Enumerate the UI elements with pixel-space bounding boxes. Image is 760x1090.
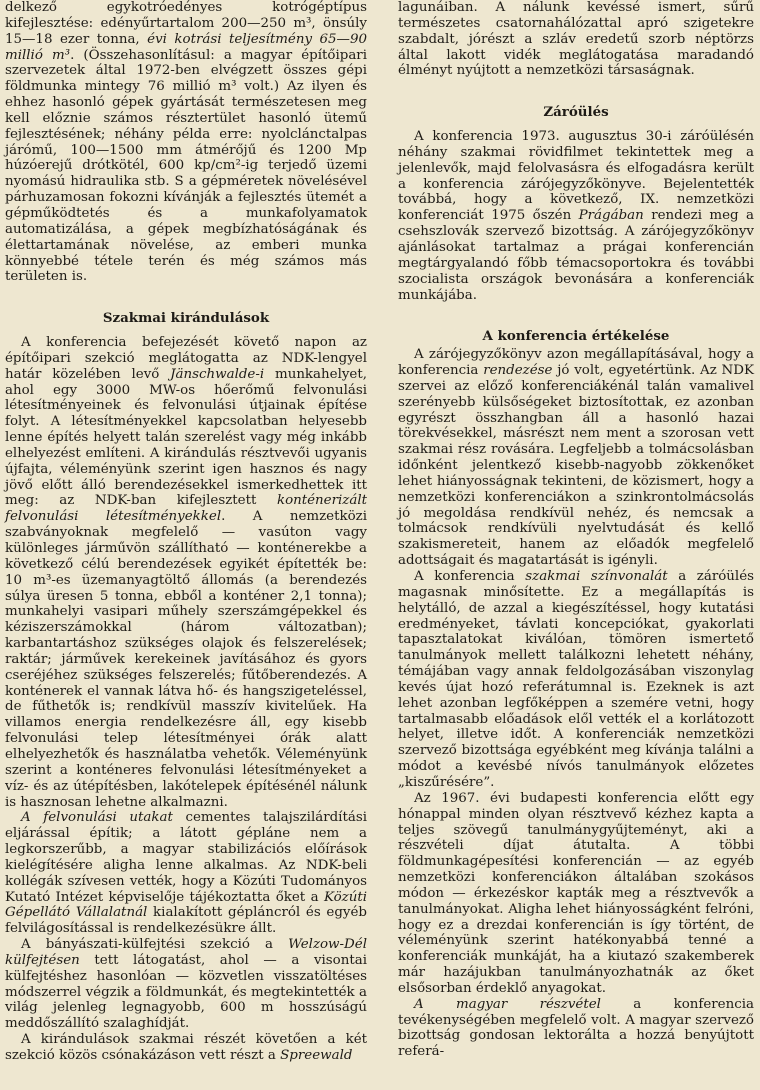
paragraph: A felvonulási utakat cementes talajszilárdítási eljárással építik; a látott gépláne nem a legkorszerűbb, a magyar stabilizációs előírások kielégítésére aligha lenne alkalmas. Az NDK-beli kollégák szívesen vették, hogy a Közúti Tudományos Kutató Intézet képviselője tájékoztatta őket a Közúti Gépellátó Vállalatnál kialakított gépláncról és egyéb felvilágosítással is rendelkezésükre állt.: [5, 810, 367, 937]
right-column: [398, 0, 754, 1060]
paragraph: A magyar részvétel a konferencia tevékenységében megfelelő volt. A magyar szervező bizottság gondosan lektorálta a hozzá benyújtott referá-: [398, 996, 754, 1060]
section-heading: A konferencia értékelése: [482, 328, 670, 345]
paragraph: A konferencia 1973. augusztus 30-i záróülésén néhány szakmai rövidfilmet tekintettek meg a jelenlevők, majd felolvasásra és elfogadásra került a konferencia zárójegyzőkönyve. Bejelentették továbbá, hogy a következő, IX. nemzetközi konferenciát 1975 őszén Prágában rendezi meg a csehszlovák szervező bizottság. A zárójegyzőkönyv ajánlásokat tartalmaz a prágai konferencián megtárgyalandó főbb témacsoportokra és további szocialista országok bevonására a konferenciák munkájába.: [398, 129, 754, 303]
paragraph: lagunáiban. A nálunk kevéssé ismert, sűrű természetes csatornahálózattal apró szigetekre szabdalt, jórészt a szláv eredetű szorb néptörzs által lakott vidék meglátogatása maradandó élményt nyújtott a nemzetközi társaságnak.: [398, 0, 754, 79]
paragraph: Az 1967. évi budapesti konferencia előtt egy hónappal minden olyan résztvevő kézhez kapta a teljes szövegű tanulmánygyűjteményt, aki a részvételi díjat átutalta. A többi földmunkagépesítési konferencián — az egyéb nemzetközi konferenciákon általában szokásos módon — érkezéskor kapták meg a résztvevők a tanulmányokat. Aligha lehet hiányosságként felróni, hogy ez a drezdai konferencián is így történt, de véleményünk szerint hatékonyabbá tenné a konferenciák munkáját, ha a kiutazó szakemberek már hazájukban tanulmányozhatnák az őket elsősorban érdeklő anyagokat.: [398, 790, 754, 996]
paragraph: A kirándulások szakmai részét követően a két szekció közös csónakázáson vett részt a Spreewald: [5, 1032, 367, 1063]
section-heading: Szakmai kirándulások: [102, 310, 270, 327]
paragraph: delkező egykotróedényes kotrógéptípus kifejlesztése: edényűrtartalom 200—250 m³, önsúly 15—18 ezer tonna, évi kotrási teljesítmény 65—90 millió m³. (Összehasonlításul: a magyar építőipari szervezetek által 1972-ben elvégzett összes gépi földmunka mintegy 76 millió m³ volt.) Az ilyen és ehhez hasonló gépek gyártását természetesen meg kell előznie számos résztertület hasonló ütemű fejlesztésének; néhány példa erre: nyolclánctalpas járómű, 100—1500 mm átmérőjű és 1200 Mp húzóerejű drótkötél, 600 kp/cm²-ig terjedő üzemi nyomású hidraulika stb. S a gépméretek növelésével párhuzamosan fokozni kívánják a fejlesztés ütemét a gépműködtetés és a munkafolyamatok automatizálása, a gépek megbízhatóságának és élettartamának növelése, az emberi munka könnyebbé tétele terén és még számos más területen is.: [5, 0, 367, 285]
section-heading: Záróülés: [543, 104, 609, 121]
paragraph: A konferencia befejezését követő napon az építőipari szekció meglátogatta az NDK-lengyel határ közelében levő Jänschwalde-i munkahelyet, ahol egy 3000 MW-os hőerőmű felvonulási létesítményeinek és felvonulási útjainak építése folyt. A létesítményekkel kapcsolatban helyesebb lenne építés helyett talán szerelést vagy még inkább elhelyezést említeni. A kirándulás résztvevői ugyanis újfajta, véleményünk szerint igen hasznos és nagy jövő előtt álló berendezésekkel ismerkedhettek itt meg: az NDK-ban kifejlesztett konténerizált felvonulási létesítményekkel. A nemzetközi szabványoknak megfelelő — vasúton vagy különleges járművön szállítható — konténerekbe a következő célú berendezések egyikét építették be: 10 m³-es üzemanyagtöltő állomás (a berendezés súlya üresen 5 tonna, ebből a konténer 2,1 tonna); munkahelyi vasipari műhely szerszámgépekkel és kéziszerszámokkal (három változatban); karbantartáshoz szükséges olajok és felszerelések; raktár; járművek kerekeinek javításához és gyors cseréjéhez szükséges felszerelés; fűtőberendezés. A konténerek el vannak látva hő- és hangszigeteléssel, de fűthetők is; rendkívül masszív kivitelűek. Ha villamos energia rendelkezésre áll, egy kisebb felvonulási telep létesítményei órák alatt elhelyezhetők és használatba vehetők. Véleményünk szerint a konténeres felvonulási létesítményeket a víz- és az útépítésben, lakótelepek építésénél nálunk is hasznosan lehetne alkalmazni.: [5, 335, 368, 810]
left-column: [5, 0, 367, 1064]
paragraph: A zárójegyzőkönyv azon megállapításával, hogy a konferencia rendezése jó volt, egyetértünk. Az NDK szervei az előző konferenciákénál talán vamalivel szerényebb külsőségeket biztosítottak, ez azonban egyrészt összhangban áll a hasonló hazai törekvésekkel, másrészt nem ment a szorosan vett szakmai rész rovására. Legfeljebb a tolmácsolásban időnként jelentkező kisebb-nagyobb zökkenőket lehet hiányosságnak tekinteni, de közismert, hogy a nemzetközi konferenciákon a szinkrontolmácsolás jó megoldása rendkívül nehéz, és nemcsak a tolmácsok rendkívüli nyelvtudását és kellő szakismereteit, hanem az előadók megfelelő adottságait és magatartását is igényli.: [398, 347, 754, 569]
paragraph: A konferencia szakmai színvonalát a záróülés magasnak minősítette. Ez a megállapítás is helytálló, de azzal a kiegészítéssel, hogy kutatási eredményeket, távlati koncepciókat, gyakorlati tapasztalatokat kiválóan, tömören ismertető tanulmányok mellett találkozni lehetett néhány, témájában vagy annak feldolgozásában viszonylag kevés újat hozó referátumnal is. Ezeknek is azt lehet azonban legfőképpen a szemére vetni, hogy tartalmasabb előadások elől vették el a korlátozott helyet, illetve időt. A konferenciák nemzetközi szervező bizottsága egyébként meg kívánja találni a módot a kevésbé nívós tanulmányok előzetes „kiszűrésére”.: [398, 569, 754, 790]
paragraph: A bányászati-külfejtési szekció a Welzow-Dél külfejtésen tett látogatást, ahol — a visontai külfejtéshez hasonlóan — közvetlen visszatöltéses módszerrel végzik a földmunkát, és megtekintették a világ jelenleg legnagyobb, 600 m hosszúságú meddőszállító szalaghídját.: [5, 937, 367, 1032]
